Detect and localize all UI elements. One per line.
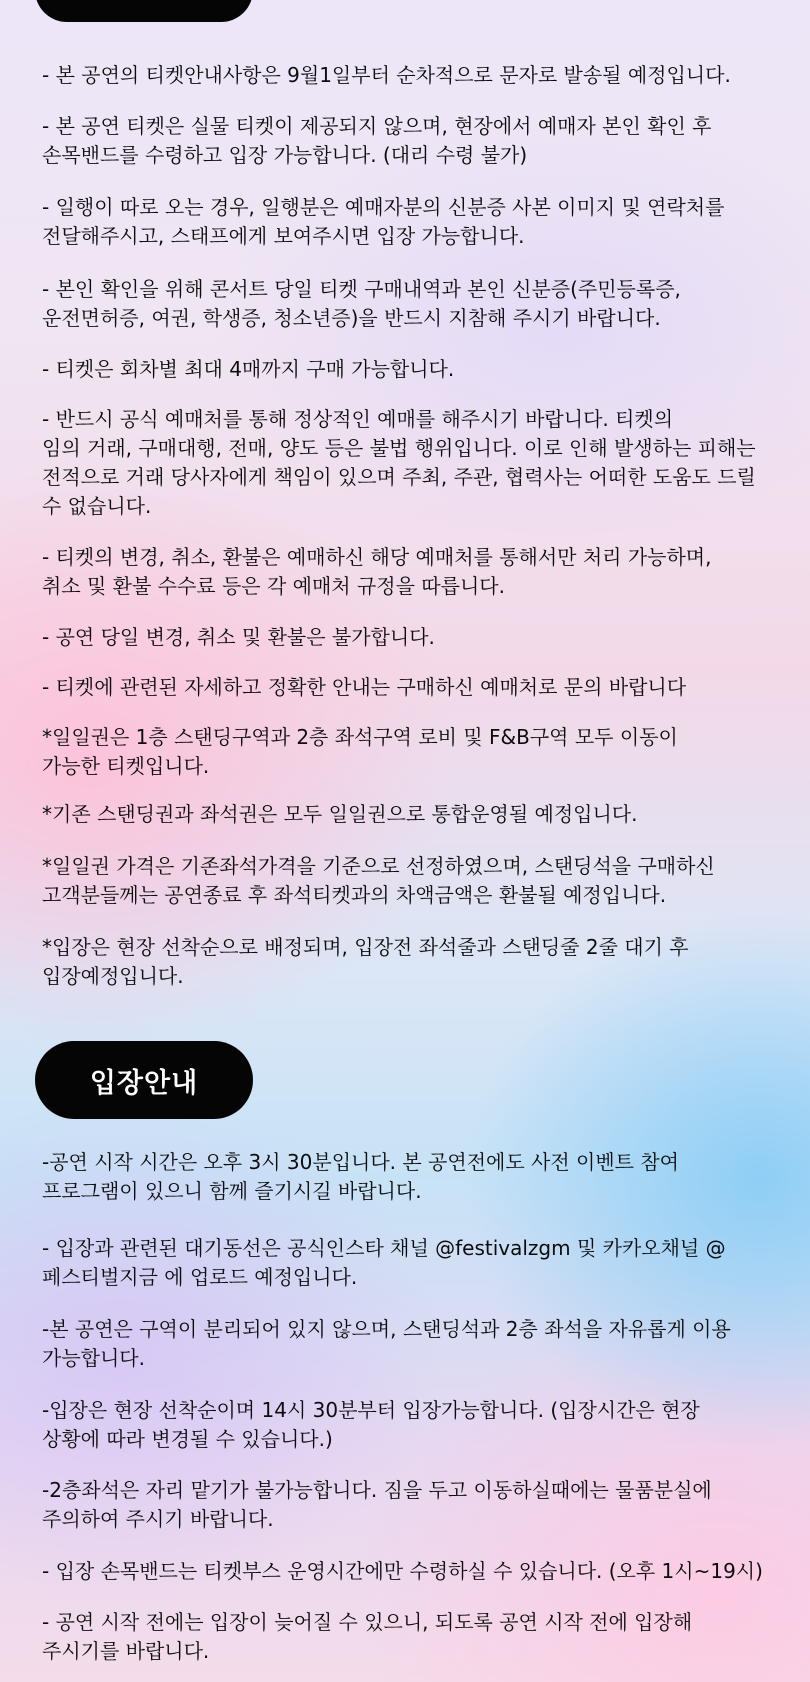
notice-line: 입장예정입니다. (42, 964, 184, 988)
notice-line: - 티켓에 관련된 자세하고 정확한 안내는 구매하신 예매처로 문의 바랍니다 (42, 675, 687, 699)
notice-line: - 일행이 따로 오는 경우, 일행분은 예매자분의 신분증 사본 이미지 및 연락처를 (42, 195, 725, 219)
notice-item (42, 543, 802, 601)
notice-line: 프로그램이 있으니 함께 즐기시길 바랍니다. (42, 1179, 422, 1203)
notice-item (42, 1148, 802, 1206)
notice-item (42, 61, 802, 90)
notice-item (42, 852, 802, 910)
notice-line: 가능합니다. (42, 1346, 145, 1370)
notice-item (42, 1476, 802, 1534)
notice-line: 임의 거래, 구매대행, 전매, 양도 등은 불법 행위입니다. 이로 인해 발생하는 피해는 (42, 436, 756, 460)
notice-item (42, 673, 802, 702)
notice-line: -입장은 현장 선착순이며 14시 30분부터 입장가능합니다. (입장시간은 현장 (42, 1398, 700, 1422)
notice-line: - 입장과 관련된 대기동선은 공식인스타 채널 @festivalzgm 및 카카오채널 @ (42, 1236, 726, 1260)
notice-line: 수 없습니다. (42, 494, 152, 518)
notice-line: 전적으로 거래 당사자에게 책임이 있으며 주최, 주관, 협력사는 어떠한 도움도 드릴 (42, 465, 756, 489)
notice-line: *기존 스탠딩권과 좌석권은 모두 일일권으로 통합운영될 예정입니다. (42, 802, 638, 826)
notice-line: 취소 및 환불 수수료 등은 각 예매처 규정을 따릅니다. (42, 574, 505, 598)
section-title-badge (35, 1041, 253, 1119)
notice-item (42, 723, 802, 781)
notice-item (42, 193, 802, 251)
notice-line: - 공연 시작 전에는 입장이 늦어질 수 있으니, 되도록 공연 시작 전에 입장해 (42, 1610, 693, 1634)
notice-line: 페스티벌지금 에 업로드 예정입니다. (42, 1265, 358, 1289)
notice-item (42, 1557, 802, 1586)
notice-line: - 입장 손목밴드는 티켓부스 운영시간에만 수령하실 수 있습니다. (오후 1시~19시) (42, 1559, 763, 1583)
notice-line: *입장은 현장 선착순으로 배정되며, 입장전 좌석줄과 스탠딩줄 2줄 대기 후 (42, 935, 689, 959)
notice-item (42, 933, 802, 991)
notice-item (42, 1396, 802, 1454)
notice-line: *일일권은 1층 스탠딩구역과 2층 좌석구역 로비 및 F&B구역 모두 이동이 (42, 725, 678, 749)
notice-line: 주의하여 주시기 바랍니다. (42, 1507, 274, 1531)
section-title: 입장안내 (89, 1067, 199, 1099)
notice-item (42, 112, 802, 170)
notice-line: 운전면허증, 여권, 학생증, 청소년증)을 반드시 지참해 주시기 바랍니다. (42, 306, 661, 330)
notice-line: -공연 시작 시간은 오후 3시 30분입니다. 본 공연전에도 사전 이벤트 참여 (42, 1150, 679, 1174)
notice-line: - 티켓은 회차별 최대 4매까지 구매 가능합니다. (42, 357, 455, 381)
notice-line: 손목밴드를 수령하고 입장 가능합니다. (대리 수령 불가) (42, 143, 528, 167)
notice-line: -본 공연은 구역이 분리되어 있지 않으며, 스탠딩석과 2층 좌석을 자유롭게 이용 (42, 1317, 731, 1341)
notice-line: 주시기를 바랍니다. (42, 1639, 210, 1663)
notice-line: - 반드시 공식 예매처를 통해 정상적인 예매를 해주시기 바랍니다. 티켓의 (42, 407, 674, 431)
notice-line: 전달해주시고, 스태프에게 보여주시면 입장 가능합니다. (42, 224, 525, 248)
notice-line: 가능한 티켓입니다. (42, 754, 210, 778)
notice-line: 고객분들께는 공연종료 후 좌석티켓과의 차액금액은 환불될 예정입니다. (42, 883, 667, 907)
notice-item (42, 1608, 802, 1666)
notice-line: - 본인 확인을 위해 콘서트 당일 티켓 구매내역과 본인 신분증(주민등록증, (42, 277, 681, 301)
notice-line: -2층좌석은 자리 맡기가 불가능합니다. 짐을 두고 이동하실때에는 물품분실에 (42, 1478, 712, 1502)
notice-line: - 공연 당일 변경, 취소 및 환불은 불가합니다. (42, 625, 435, 649)
notice-item (42, 800, 802, 829)
notice-line: *일일권 가격은 기존좌석가격을 기준으로 선정하였으며, 스탠딩석을 구매하신 (42, 854, 715, 878)
notice-item (42, 405, 802, 521)
notice-line: - 본 공연 티켓은 실물 티켓이 제공되지 않으며, 현장에서 예매자 본인 확인 후 (42, 114, 712, 138)
section-title-badge (35, 0, 253, 22)
notice-item (42, 275, 802, 333)
notice-item (42, 1315, 802, 1373)
notice-item (42, 355, 802, 384)
notice-line: 상황에 따라 변경될 수 있습니다.) (42, 1427, 333, 1451)
notice-item (42, 1234, 802, 1292)
notice-line: - 본 공연의 티켓안내사항은 9월1일부터 순차적으로 문자로 발송될 예정입니다. (42, 63, 731, 87)
notice-item (42, 623, 802, 652)
notice-line: - 티켓의 변경, 취소, 환불은 예매하신 해당 예매처를 통해서만 처리 가능하며, (42, 545, 712, 569)
